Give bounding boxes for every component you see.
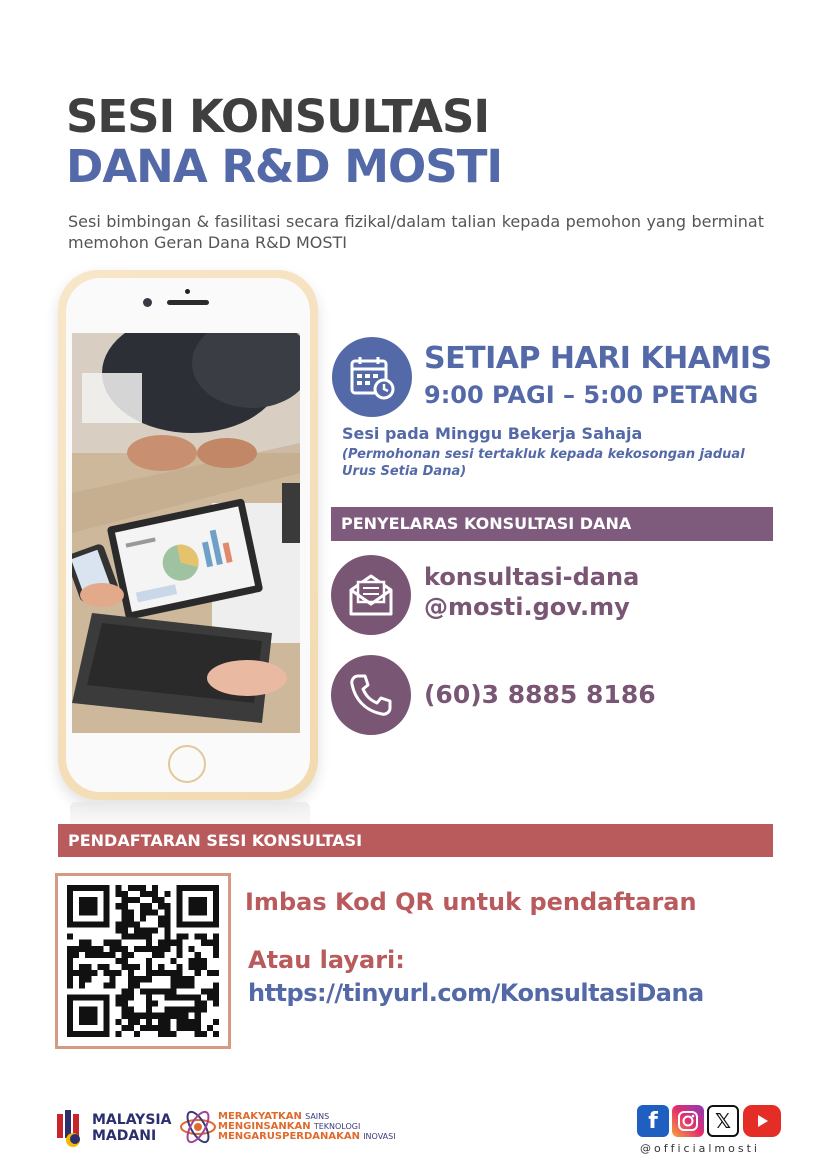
phone-camera bbox=[143, 298, 152, 307]
page-title-line2: DANA R&D MOSTI bbox=[66, 140, 503, 193]
madani-line2: MADANI bbox=[92, 1128, 157, 1144]
mail-icon bbox=[331, 555, 411, 635]
registration-link[interactable]: https://tinyurl.com/KonsultasiDana bbox=[248, 979, 704, 1007]
social-handle: @officialmosti bbox=[640, 1142, 760, 1155]
madani-line1: MALAYSIA bbox=[92, 1112, 172, 1128]
qr-code-image bbox=[67, 885, 219, 1037]
schedule-note: Sesi pada Minggu Bekerja Sahaja bbox=[342, 424, 643, 443]
tagline-row: MENGARUSPERDANAKAN INOVASI bbox=[218, 1131, 396, 1142]
intro-text: Sesi bimbingan & fasilitasi secara fizikal/dalam talian kepada pemohon yang berminat memohon Geran Dana R&D MOSTI bbox=[68, 212, 764, 252]
tagline-row: MENGINSANKAN TEKNOLOGI bbox=[218, 1121, 361, 1132]
madani-logo bbox=[55, 1108, 91, 1148]
facebook-icon[interactable]: f bbox=[637, 1105, 669, 1137]
scan-instruction: Imbas Kod QR untuk pendaftaran bbox=[245, 888, 697, 916]
phone-speaker bbox=[167, 300, 209, 305]
meeting-photo bbox=[72, 333, 300, 733]
youtube-icon[interactable] bbox=[743, 1105, 781, 1137]
visit-label: Atau layari: bbox=[248, 946, 405, 974]
email-line1[interactable]: konsultasi-dana bbox=[424, 563, 640, 591]
coordinator-heading: PENYELARAS KONSULTASI DANA bbox=[331, 507, 773, 541]
email-line2[interactable]: @mosti.gov.my bbox=[424, 593, 630, 621]
phone-screen-photo bbox=[72, 333, 300, 733]
qr-code[interactable] bbox=[55, 873, 231, 1049]
schedule-time: 9:00 PAGI – 5:00 PETANG bbox=[424, 381, 759, 409]
tagline-row: MERAKYATKAN SAINS bbox=[218, 1111, 330, 1122]
schedule-subnote: (Permohonan sesi tertakluk kepada kekosongan jadual Urus Setia Dana) bbox=[342, 447, 745, 479]
phone-number[interactable]: (60)3 8885 8186 bbox=[424, 680, 656, 709]
phone-sensor bbox=[185, 289, 190, 294]
atom-icon bbox=[178, 1107, 218, 1147]
calendar-icon bbox=[332, 337, 412, 417]
instagram-icon[interactable] bbox=[672, 1105, 704, 1137]
schedule-day: SETIAP HARI KHAMIS bbox=[424, 341, 772, 376]
page-title-line1: SESI KONSULTASI bbox=[66, 90, 490, 143]
x-icon[interactable]: 𝕏 bbox=[707, 1105, 739, 1137]
registration-heading: PENDAFTARAN SESI KONSULTASI bbox=[58, 824, 773, 857]
phone-icon bbox=[331, 655, 411, 735]
phone-home-button bbox=[168, 745, 206, 783]
